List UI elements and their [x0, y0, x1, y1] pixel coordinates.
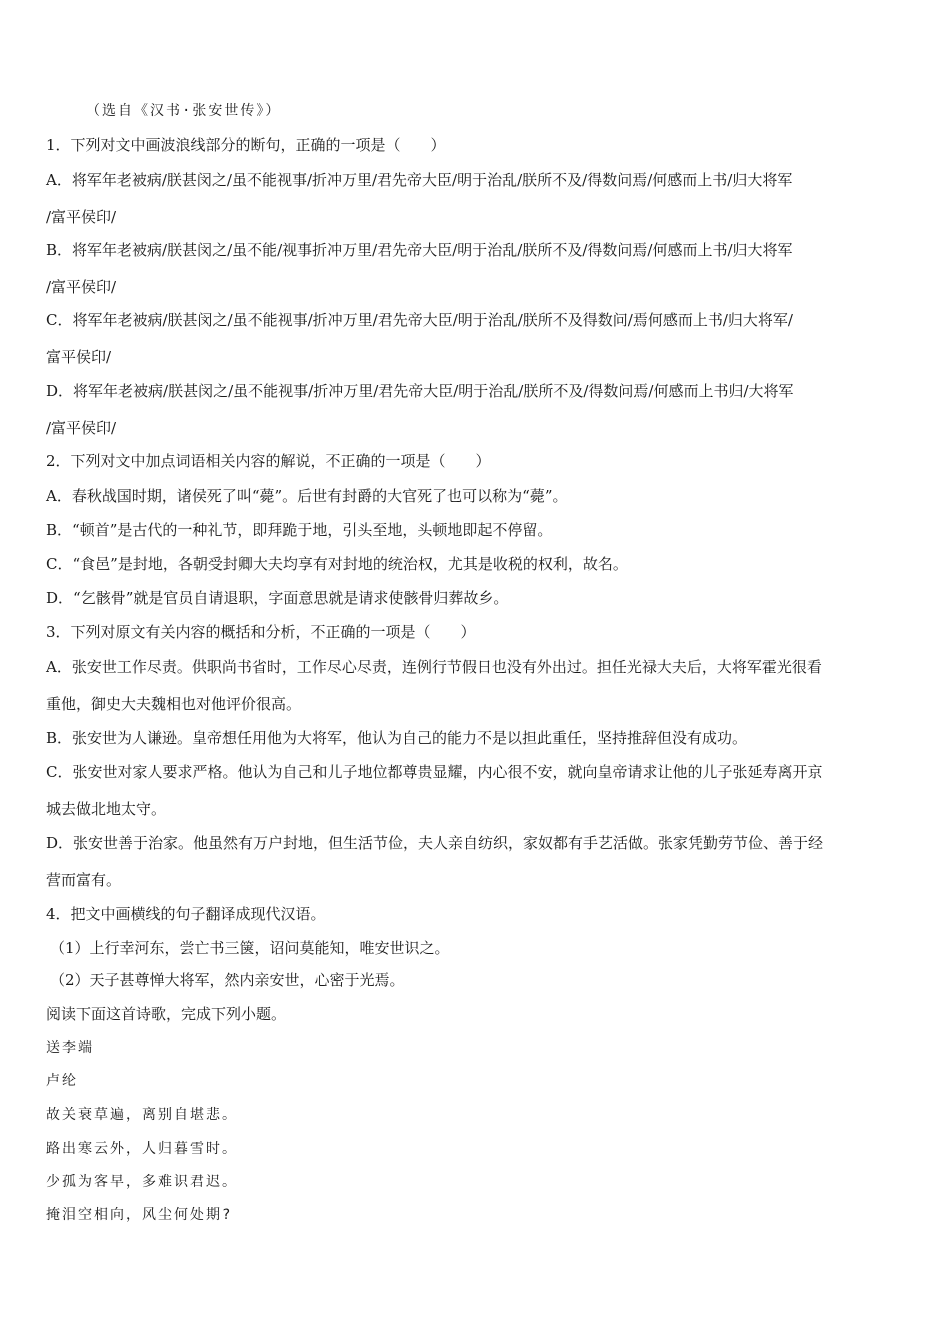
- q1-option-a-cont: /富平侯印/: [46, 208, 117, 226]
- q1-option-c: C．将军年老被病/朕甚闵之/虽不能视事/折冲万里/君先帝大臣/明于治乱/朕所不及得数问/焉何感而上书/归大将军/: [46, 311, 793, 329]
- poem-title: 送李端: [46, 1040, 94, 1056]
- q2-option-c: C．“食邑”是封地，各朝受封卿大夫均享有对封地的统治权，尤其是收税的权利，故名。: [46, 555, 628, 573]
- q1-option-b: B．将军年老被病/朕甚闵之/虽不能/视事折冲万里/君先帝大臣/明于治乱/朕所不及/得数问焉/何感而上书/归大将军: [46, 241, 793, 259]
- poem-line-3: 少孤为客早，多难识君迟。: [46, 1174, 238, 1190]
- q3-option-d: D．张安世善于治家。他虽然有万户封地，但生活节俭，夫人亲自纺织，家奴都有手艺活做。张家凭勤劳节俭、善于经: [46, 834, 824, 852]
- q2-stem: 2．下列对文中加点词语相关内容的解说，不正确的一项是（ ）: [46, 452, 491, 470]
- source-citation: （选自《汉书·张安世传》）: [86, 103, 282, 119]
- poem-line-1: 故关衰草遍，离别自堪悲。: [46, 1107, 238, 1123]
- q1-option-b-cont: /富平侯印/: [46, 278, 117, 296]
- q3-option-a: A．张安世工作尽责。供职尚书省时，工作尽心尽责，连例行节假日也没有外出过。担任光禄大夫后，大将军霍光很看: [46, 658, 822, 676]
- q1-option-a: A．将军年老被病/朕甚闵之/虽不能视事/折冲万里/君先帝大臣/明于治乱/朕所不及/得数问焉/何感而上书/归大将军: [46, 171, 793, 189]
- poem-author: 卢纶: [46, 1073, 78, 1089]
- q3-option-b: B．张安世为人谦逊。皇帝想任用他为大将军，他认为自己的能力不是以担此重任，坚持推辞但没有成功。: [46, 729, 748, 747]
- q1-stem: 1．下列对文中画波浪线部分的断句，正确的一项是（ ）: [46, 136, 446, 154]
- q4-stem: 4．把文中画横线的句子翻译成现代汉语。: [46, 905, 326, 923]
- q1-option-d-cont: /富平侯印/: [46, 419, 117, 437]
- poem-line-2: 路出寒云外，人归暮雪时。: [46, 1141, 238, 1157]
- poem-intro: 阅读下面这首诗歌，完成下列小题。: [46, 1005, 287, 1023]
- q2-option-d: D．“乞骸骨”就是官员自请退职，字面意思就是请求使骸骨归葬故乡。: [46, 589, 509, 607]
- q1-option-d: D．将军年老被病/朕甚闵之/虽不能视事/折冲万里/君先帝大臣/明于治乱/朕所不及/得数问焉/何感而上书归/大将军: [46, 382, 794, 400]
- poem-line-4: 掩泪空相向，风尘何处期?: [46, 1207, 233, 1223]
- q2-option-b: B．“顿首”是古代的一种礼节，即拜跪于地，引头至地，头顿地即起不停留。: [46, 521, 553, 539]
- q3-option-c-cont: 城去做北地太守。: [46, 800, 167, 818]
- q2-option-a: A．春秋战国时期，诸侯死了叫“薨”。后世有封爵的大官死了也可以称为“薨”。: [46, 487, 568, 505]
- q3-option-d-cont: 营而富有。: [46, 871, 122, 889]
- q4-sentence-2: （2）天子甚尊惮大将军，然内亲安世，心密于光焉。: [50, 971, 405, 989]
- q3-option-a-cont: 重他，御史大夫魏相也对他评价很高。: [46, 695, 302, 713]
- q4-sentence-1: （1）上行幸河东，尝亡书三箧，诏问莫能知，唯安世识之。: [50, 939, 450, 957]
- q1-option-c-cont: 富平侯印/: [46, 348, 112, 366]
- q3-stem: 3．下列对原文有关内容的概括和分析，不正确的一项是（ ）: [46, 623, 476, 641]
- q3-option-c: C．张安世对家人要求严格。他认为自己和儿子地位都尊贵显耀，内心很不安，就向皇帝请求让他的儿子张延寿离开京: [46, 763, 823, 781]
